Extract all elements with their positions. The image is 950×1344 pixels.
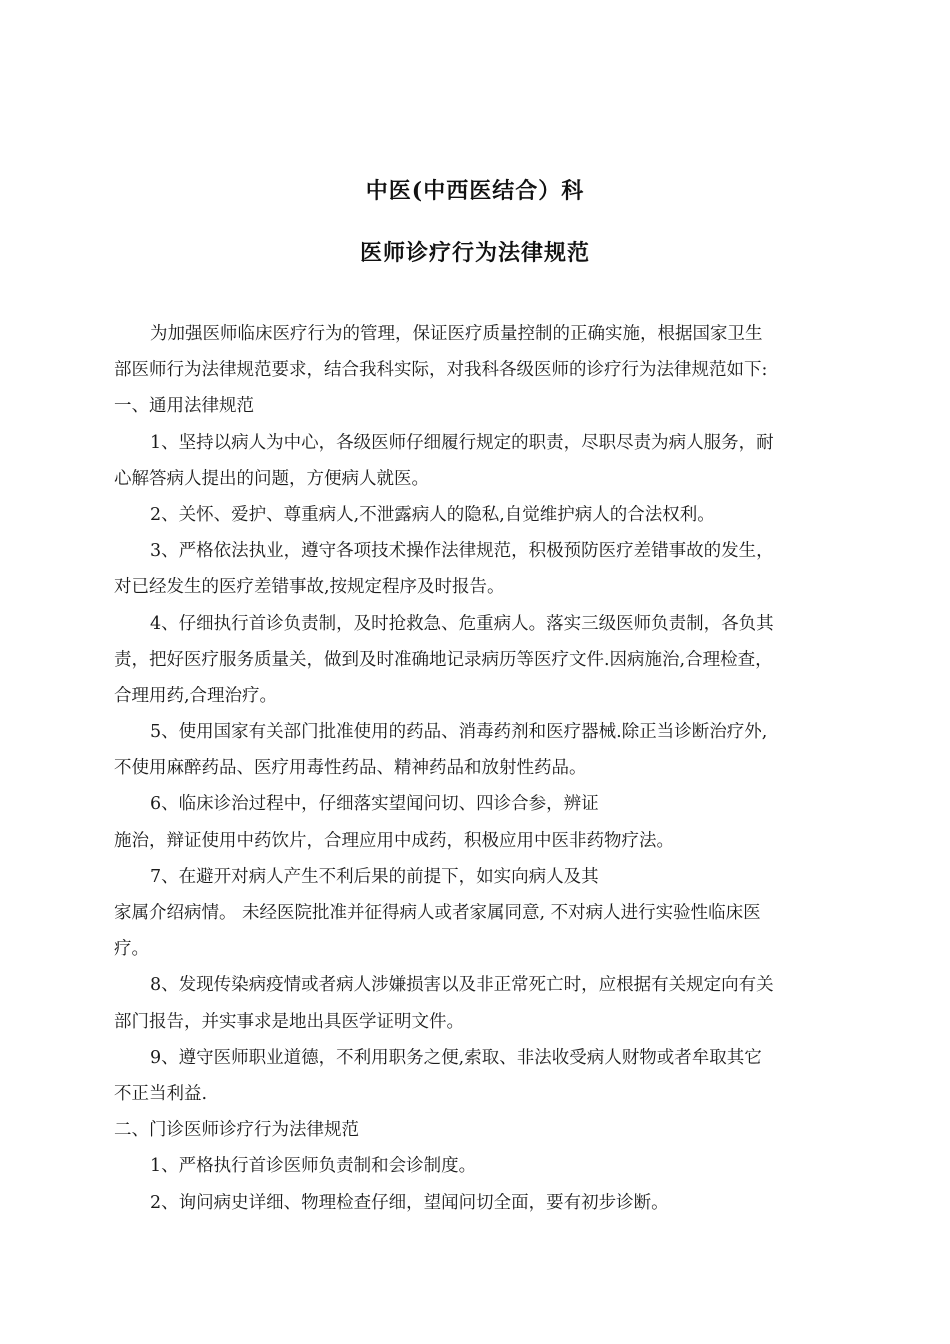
body-line: 2、询问病史详细、物理检查仔细，望闻问切全面，要有初步诊断。: [150, 1192, 669, 1213]
body-line: 部医师行为法律规范要求，结合我科实际，对我科各级医师的诊疗行为法律规范如下:: [114, 360, 768, 381]
body-line: 3、严格依法执业，遵守各项技术操作法律规范，积极预防医疗差错事故的发生，: [150, 541, 774, 562]
body-line: 1、坚持以病人为中心，各级医师仔细履行规定的职责，尽职尽责为病人服务，耐: [150, 432, 774, 453]
body-line: 2、关怀、爱护、尊重病人,不泄露病人的隐私,自觉维护病人的合法权利。: [150, 504, 715, 525]
section-heading: 一、通用法律规范: [114, 396, 254, 417]
body-line: 为加强医师临床医疗行为的管理，保证医疗质量控制的正确实施，根据国家卫生: [150, 324, 763, 344]
body-line: 8、发现传染病疫情或者病人涉嫌损害以及非正常死亡时，应根据有关规定向有关: [150, 975, 774, 996]
body-line: 6、临床诊治过程中，仔细落实望闻问切、四诊合参，辨证: [150, 794, 599, 815]
body-line: 不正当利益.: [114, 1083, 208, 1104]
body-line: 对已经发生的医疗差错事故,按规定程序及时报告。: [114, 577, 505, 598]
document-body: [114, 316, 839, 1221]
body-line: 疗。: [114, 939, 149, 960]
document-title-line-1: 中医(中西医结合）科: [365, 178, 585, 204]
body-line: 施治，辩证使用中药饮片，合理应用中成药，积极应用中医非药物疗法。: [114, 830, 674, 851]
body-line: 家属介绍病情。 未经医院批准并征得病人或者家属同意, 不对病人进行实验性临床医: [114, 903, 761, 923]
body-line: 1、严格执行首诊医师负责制和会诊制度。: [150, 1156, 477, 1177]
body-line: 责，把好医疗服务质量关，做到及时准确地记录病历等医疗文件.因病施治,合理检查，: [114, 649, 773, 670]
body-line: 部门报告，并实事求是地出具医学证明文件。: [114, 1011, 464, 1032]
body-line: 心解答病人提出的问题，方便病人就医。: [114, 468, 429, 489]
body-line: 4、仔细执行首诊负责制，及时抢救急、危重病人。落实三级医师负责制，各负其: [150, 613, 774, 634]
body-line: 不使用麻醉药品、医疗用毒性药品、精神药品和放射性药品。: [114, 758, 587, 779]
body-line: 7、在避开对病人产生不利后果的前提下，如实向病人及其: [150, 866, 599, 887]
section-heading: 二、门诊医师诊疗行为法律规范: [114, 1120, 359, 1141]
body-line: 9、遵守医师职业道德，不利用职务之便,索取、非法收受病人财物或者牟取其它: [150, 1047, 762, 1068]
body-line: 5、使用国家有关部门批准使用的药品、消毒药剂和医疗器械.除正当诊断治疗外,: [150, 722, 768, 743]
body-line: 合理用药,合理治疗。: [114, 685, 278, 706]
document-title-line-2: 医师诊疗行为法律规范: [359, 240, 590, 266]
